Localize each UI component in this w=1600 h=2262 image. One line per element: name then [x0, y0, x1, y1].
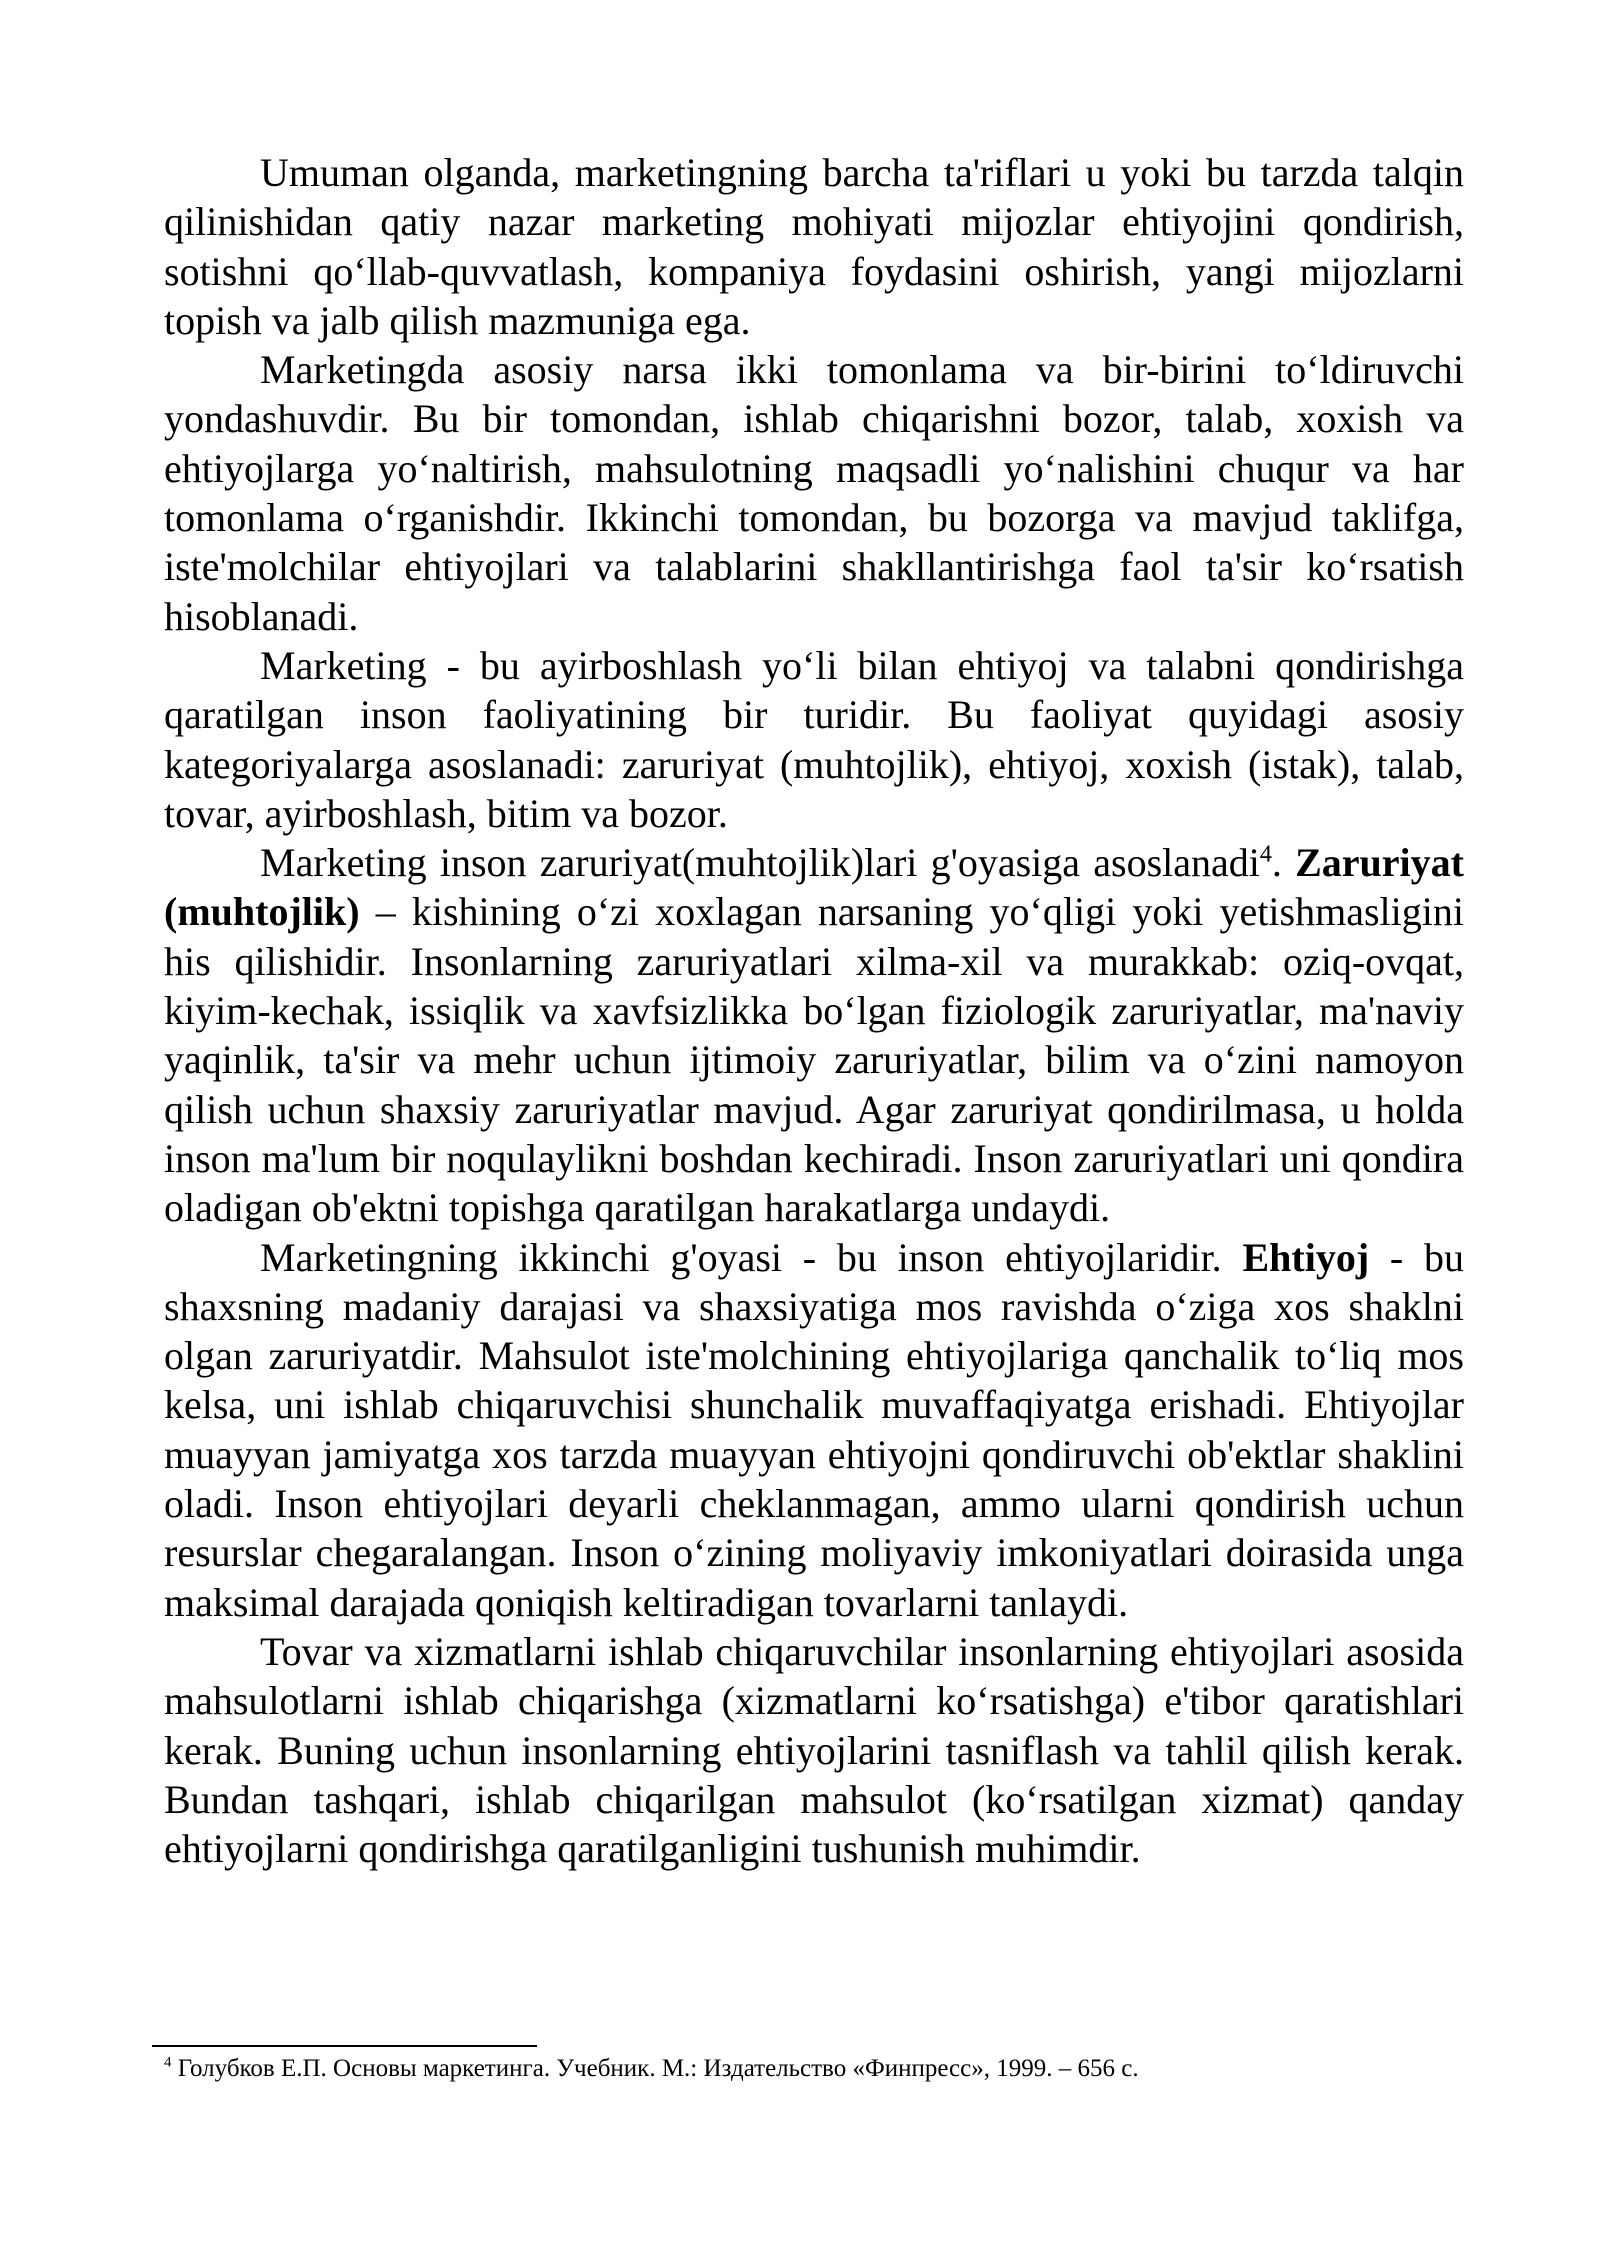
footnote-text: Голубков Е.П. Основы маркетинга. Учебник. М.: Издательство «Финпресс», 1999. – 656 с. — [171, 2055, 1139, 2082]
paragraph-4-text-c: – kishining o‘zi xoxlagan narsaning yo‘qligi yoki yetishmasligini his qilishidir. Insonlarning zaruriyatlari xilma-xil va murakkab: oziq-ovqat, kiyim-kechak, issiqlik va xavfsizlikka bo‘lgan fiziologik zaruriyatlar, ma'naviy yaqinlik, ta'sir va mehr uchun ijtimoiy zaruriyatlar, bilim va o‘zini namoyon qilish uchun shaxsiy zaruriyatlar mavjud. Agar zaruriyat qondirilmasa, u holda inson ma'lum bir noqulaylikni boshdan kechiradi. Inson zaruriyatlari uni qondira oladigan ob'ektni topishga qaratilgan harakatlarga undaydi. — [164, 889, 1464, 1231]
paragraph-4-text-a: Marketing inson zaruriyat(muhtojlik)lari g'oyasiga asoslanadi — [260, 840, 1260, 886]
paragraph-1: Umuman olganda, marketingning barcha ta'riflari u yoki bu tarzda talqin qilinishidan qatiy nazar marketing mohiyati mijozlar ehtiyojini qondirish, sotishni qo‘llab-quvvatlash, kompaniya foydasini oshirish, yangi mijozlarni topish va jalb qilish mazmuniga ega. — [164, 150, 1464, 343]
document-body — [164, 148, 1464, 1873]
term-zaruriyat: Zaruriyat (muhtojlik) — [164, 840, 1464, 935]
paragraph-6: Tovar va xizmatlarni ishlab chiqaruvchilar insonlarning ehtiyojlari asosida mahsulotlarni ishlab chiqarishga (xizmatlarni ko‘rsatishga) e'tibor qaratishlari kerak. Buning uchun insonlarning ehtiyojlarini tasniflash va tahlil qilish kerak. Bundan tashqari, ishlab chiqarilgan mahsulot (ko‘rsatilgan xizmat) qanday ehtiyojlarni qondirishga qaratilganligini tushunish muhimdir. — [164, 1628, 1464, 1872]
footnote-separator — [152, 2045, 537, 2047]
footnote-number: 4 — [164, 2054, 172, 2071]
paragraph-2: Marketingda asosiy narsa ikki tomonlama va bir-birini to‘ldiruvchi yondashuvdir. Bu bir tomondan, ishlab chiqarishni bozor, talab, xoxish va ehtiyojlarga yo‘naltirish, mahsulotning maqsadli yo‘nalishini chuqur va har tomonlama o‘rganishdir. Ikkinchi tomondan, bu bozorga va mavjud taklifga, iste'molchilar ehtiyojlari va talablarini shakllantirishga faol ta'sir ko‘rsatish hisoblanadi. — [164, 347, 1464, 639]
paragraph-5-text-a: Marketingning ikkinchi g'oyasi - bu inson ehtiyojlaridir. — [260, 1234, 1243, 1280]
term-ehtiyoj: Ehtiyoj — [1242, 1234, 1370, 1280]
paragraph-5-text-b: - bu shaxsning madaniy darajasi va shaxsiyatiga mos ravishda o‘ziga xos shaklni olgan zaruriyatdir. Mahsulot iste'molchining ehtiyojlariga qanchalik to‘liq mos kelsa, uni ishlab chiqaruvchisi shunchalik muvaffaqiyatga erishadi. Ehtiyojlar muayyan jamiyatga xos tarzda muayyan ehtiyojni qondiruvchi ob'ektlar shaklini oladi. Inson ehtiyojlari deyarli cheklanmagan, ammo ularni qondirish uchun resurslar chegaralangan. Inson o‘zining moliyaviy imkoniyatlari doirasida unga maksimal darajada qoniqish keltiradigan tovarlarni tanlaydi. — [164, 1234, 1464, 1625]
paragraph-4-text-b: . — [1271, 840, 1282, 886]
paragraph-4 — [164, 838, 1464, 1232]
footnote — [164, 2053, 1464, 2085]
paragraph-5 — [164, 1233, 1464, 1627]
footnote-reference[interactable]: 4 — [1259, 841, 1272, 868]
paragraph-3: Marketing - bu ayirboshlash yo‘li bilan ehtiyoj va talabni qondirishga qaratilgan inson faoliyatining bir turidir. Bu faoliyat quyidagi asosiy kategoriyalarga asoslanadi: zaruriyat (muhtojlik), ehtiyoj, xoxish (istak), talab, tovar, ayirboshlash, bitim va bozor. — [164, 642, 1464, 836]
